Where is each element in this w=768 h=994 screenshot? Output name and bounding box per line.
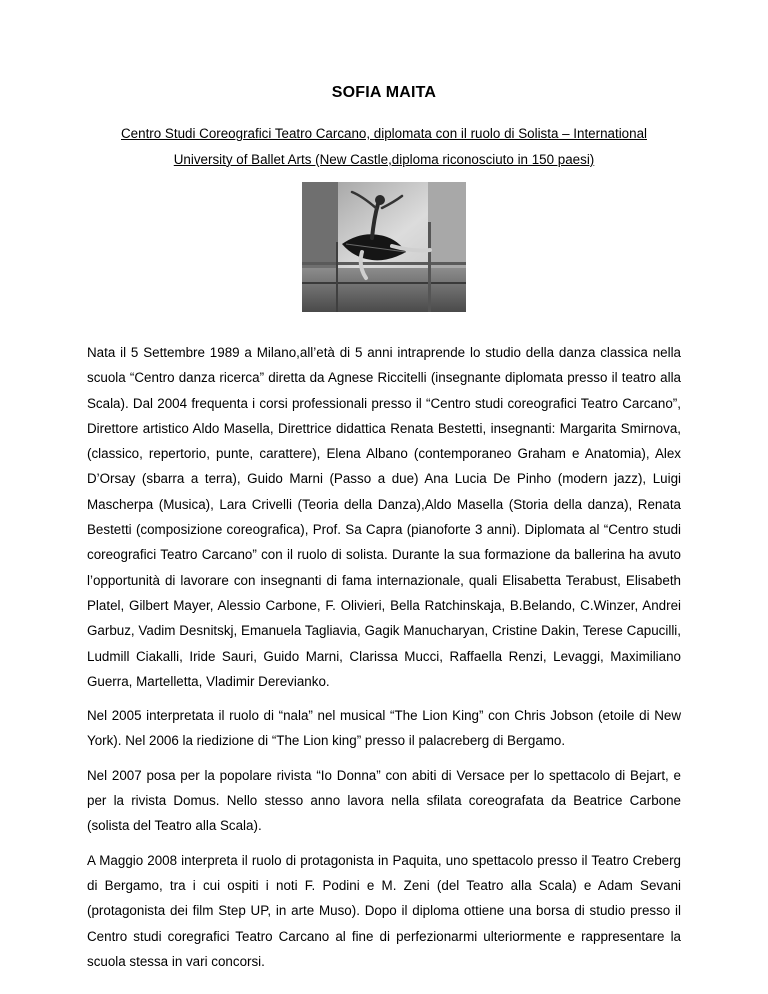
biography-text [87,340,681,983]
paragraph: A Maggio 2008 interpreta il ruolo di protagonista in Paquita, uno spettacolo presso il Teatro Creberg di Bergamo, tra i cui ospiti i noti F. Podini e M. Zeni (del Teatro alla Scala) e Adam Sevani (protagonista dei film Step UP, in arte Muso). Dopo il diploma ottiene una borsa di studio presso il Centro studi coregrafici Teatro Carcano al fine di perfezionarmi ulteriormente e rappresentare la scuola stessa in vari concorsi. [87,852,681,969]
paragraph: Nel 2007 posa per la popolare rivista “Io Donna” con abiti di Versace per lo spettacolo di Bejart, e per la rivista Domus. Nello stesso anno lavora nella sfilata coreografata da Beatrice Carbone (solista del Teatro alla Scala). [87,767,681,834]
dancer-photo-illustration [302,182,466,312]
paragraph: Nel 2005 interpretata il ruolo di “nala” nel musical “The Lion King” con Chris Jobson (etoile di New York). Nel 2006 la riedizione di “The Lion king” presso il palacreberg di Bergamo. [87,708,681,749]
page-title: SOFIA MAITA [331,84,437,101]
subtitle: Centro Studi Coreografici Teatro Carcano, diplomata con il ruolo di Solista – International University of Ballet Arts (New Castle,diploma riconosciuto in 150 paesi) [121,126,647,167]
ballet-dancer-photo [302,182,466,312]
paragraph: Nata il 5 Settembre 1989 a Milano,all’età di 5 anni intraprende lo studio della danza classica nella scuola “Centro danza ricerca” diretta da Agnese Riccitelli (insegnante diplomata presso il teatro alla Scala). Dal 2004 frequenta i corsi professionali presso il “Centro studi coreografici Teatro Carcano”, Direttore artistico Aldo Masella, Direttrice didattica Renata Bestetti, insegnanti: Margarita Smirnova, (classico, repertorio, punte, carattere), Elena Albano (contemporaneo Graham e Anatomia), Alex D’Orsay (sbarra a terra), Guido Marni (Passo a due) Ana Lucia De Pinho (modern jazz), Luigi Mascherpa (Musica), Lara Crivelli (Teoria della Danza),Aldo Masella (Storia della danza), Renata Bestetti (composizione coreografica), Prof. Sa Capra (pianoforte 3 anni). Diplomata al “Centro studi coreografici Teatro Carcano” con il ruolo di solista. Durante la sua formazione da ballerina ha avuto l’opportunità di lavorare con insegnanti di fama internazionale, quali Elisabetta Terabust, Elisabeth Platel, Gilbert Mayer, Alessio Carbone, F. Olivieri, Bella Ratchinskaja, B.Belando, C.Winzer, Andrei Garbuz, Vadim Desnitskj, Emanuela Tagliavia, Gagik Manucharyan, Cristine Dakin, Terese Capucilli, Ludmill Ciakalli, Iride Sauri, Guido Marni, Clarissa Mucci, Raffaella Renzi, Levaggi, Maximiliano Guerra, Martelletta, Vladimir Derevianko. [87,345,681,689]
